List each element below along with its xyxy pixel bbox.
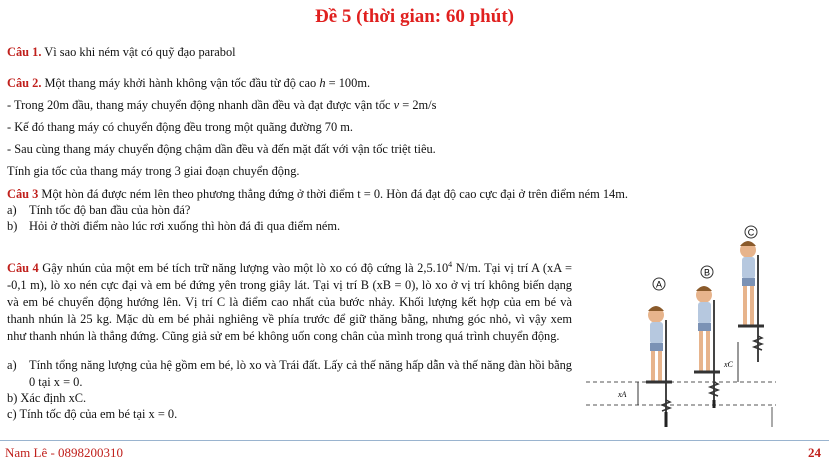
question-2-line-3: - Sau cùng thang máy chuyển động chậm dần đều và đến mặt đất với vận tốc triệt tiêu. — [7, 142, 436, 156]
question-4-a — [7, 357, 572, 391]
q3-a-mark: a) — [7, 203, 17, 217]
q4-exponent: 4 — [448, 260, 453, 269]
q4-text-pre: Gậy nhún của một em bé tích trữ năng lượng vào một lò xo có độ cứng là 2,5.10 — [38, 261, 449, 276]
question-4-label: Câu 4 — [7, 261, 39, 276]
q2-line1-text: - Trong 20m đầu, thang máy chuyển động nhanh dần đều và đạt được vận tốc — [7, 98, 394, 112]
q3-b-mark: b) — [7, 219, 18, 233]
page-title: Đề 5 (thời gian: 60 phút) — [315, 6, 514, 27]
var-h: h — [319, 76, 326, 90]
xa-label: xA — [618, 390, 627, 399]
xc-label: xC — [724, 360, 733, 369]
question-4-c: c) Tính tốc độ của em bé tại x = 0. — [7, 407, 178, 421]
q3-b-text: Hỏi ở thời điểm nào lúc rơi xuống thì hòn đá đi qua điểm ném. — [29, 219, 341, 233]
question-2-line-1 — [7, 97, 436, 114]
footer-author: Nam Lê - 0898200310 — [5, 445, 124, 460]
question-2-intro — [7, 75, 370, 92]
question-3-b — [7, 218, 340, 235]
label-b: B — [703, 267, 711, 278]
footer-divider — [0, 440, 829, 441]
question-3-text: Một hòn đá được ném lên theo phương thẳng đứng ở thời điểm t = 0. Hòn đá đạt độ cao cực đại ở trên điểm ném 14m. — [38, 187, 628, 201]
question-2-line-2: - Kế đó thang máy có chuyển động đều trong một quãng đường 70 m. — [7, 120, 354, 134]
question-3-a — [7, 202, 190, 219]
question-4-paragraph — [7, 256, 572, 345]
kid-c-icon — [738, 241, 764, 362]
label-c: C — [747, 227, 755, 238]
q4-text-post: N/m. Tại vị trí A (xA = -0,1 m), lò xo nén cực đại và em bé đứng yên trong giây lát. Tại vị trí B (xB = 0), lò xo ở vị trí không biến dạng và em bé chuyển động hướng lên. Vị trí C là điểm cao nhất của bước nhảy. Khối lượng kết hợp của em bé và thanh nhún là 25 kg. Mặc dù em bé phải nghiêng về phía trước để giữ thăng bằng, nhưng góc nhỏ, vì vậy xem như thanh nhún là thẳng đứng. Cũng giả sử em bé không uốn cong chân của mình trong quá trình chuyển động. — [7, 261, 573, 344]
kid-a-icon — [646, 306, 672, 427]
pogo-stick-figure — [586, 222, 776, 427]
page-number: 24 — [808, 445, 821, 460]
question-4-b: b) Xác định xC. — [7, 391, 87, 405]
kid-b-icon — [694, 286, 720, 408]
question-1-text: Vì sao khi ném vật có quỹ đạo parabol — [41, 45, 236, 59]
question-2-line-4: Tính gia tốc của thang máy trong 3 giai đoạn chuyển động. — [7, 164, 300, 178]
q4-a-text: Tính tổng năng lượng của hệ gồm em bé, lò xo và Trái đất. Lấy cả thế năng hấp dẫn và thế năng đàn hồi bằng 0 tại x = 0. — [29, 358, 572, 389]
question-1-label: Câu 1. — [7, 45, 42, 59]
label-a: A — [655, 279, 663, 290]
v-value: = 2m/s — [399, 98, 437, 112]
question-1 — [7, 44, 236, 61]
question-2-label: Câu 2. — [7, 76, 42, 90]
q4-a-mark: a) — [7, 358, 17, 372]
q3-a-text: Tính tốc độ ban đầu của hòn đá? — [29, 203, 191, 217]
question-2-text: Một thang máy khởi hành không vận tốc đầu từ độ cao — [41, 76, 320, 90]
question-3 — [7, 186, 628, 203]
h-value: = 100m. — [325, 76, 371, 90]
question-3-label: Câu 3 — [7, 187, 39, 201]
var-v: v — [393, 98, 400, 112]
